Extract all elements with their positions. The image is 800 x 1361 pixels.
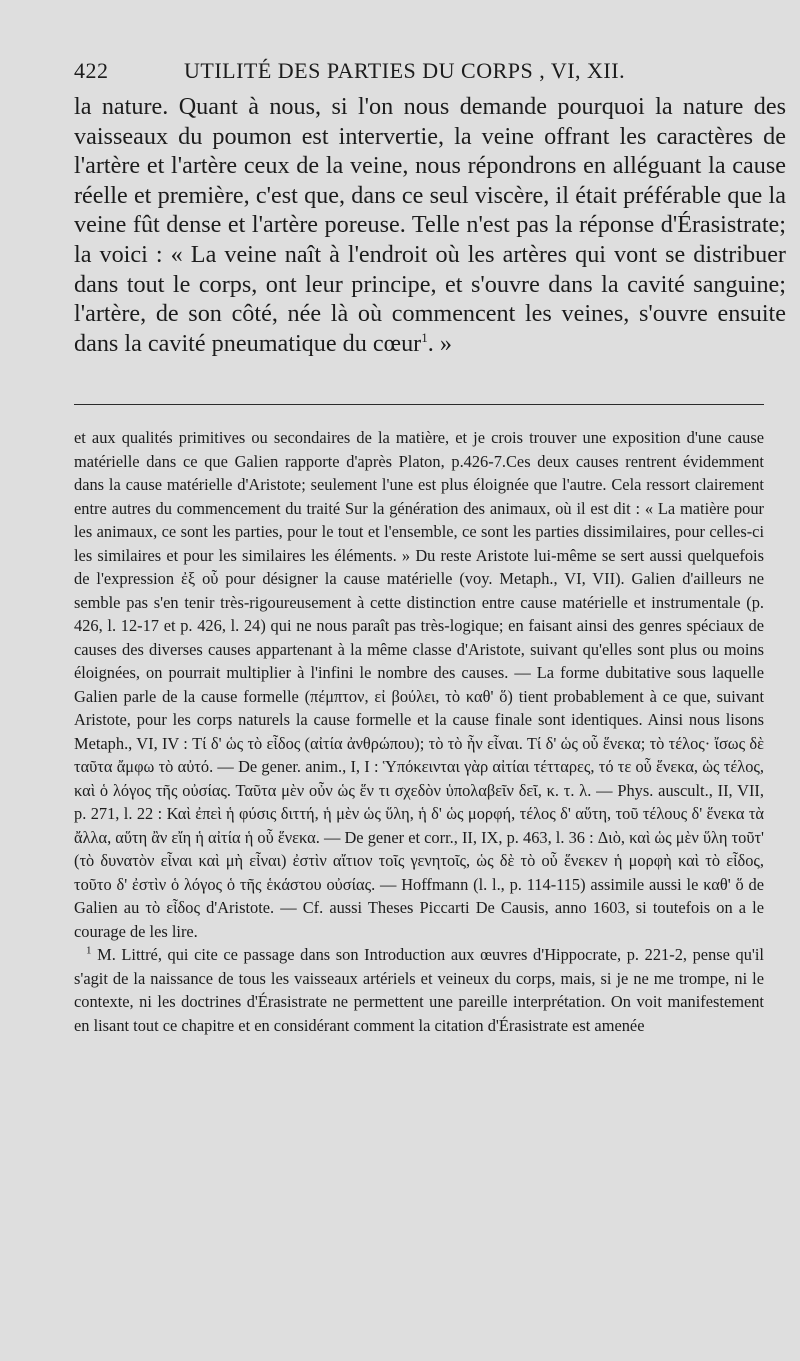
main-text-end: . » [427, 329, 452, 357]
footnote-1-text: M. Littré, qui cite ce passage dans son Introduction aux œuvres d'Hippocrate, p. 221-2, pense qu'il s'agit de la naissance de tous les vaisseaux artériels et veineux du corps, mais, si je ne me trompe, ni le contexte, ni les doctrines d'Érasistrate ne permettent une pareille interprétation. On voit manifestement en lisant tout ce chapitre et en considérant comment la citation d'Érasistrate est amenée [74, 945, 764, 1035]
footnote-1 [74, 943, 764, 1037]
footnote-continuation: et aux qualités primitives ou secondaires de la matière, et je crois trouver une exposition d'une cause matérielle dans ce que Galien rapporte d'après Platon, p.426-7.Ces deux causes rentrent évidemment dans la cause matérielle d'Aristote; seulement l'une est plus éloignée que l'autre. Cela ressort clairement entre autres du commencement du traité Sur la génération des animaux, où il est dit : « La matière pour les animaux, ce sont les parties, pour le tout et l'ensemble, ce sont les parties dissimilaires, pour celles-ci les similaires et pour les similaires les éléments. » Du reste Aristote lui-même se sert aussi quelquefois de l'expression ἐξ οὗ pour désigner la cause matérielle (voy. Metaph., VI, VII). Galien d'ailleurs ne semble pas s'en tenir très-rigoureusement à cette distinction entre cause matérielle et instrumentale (p. 426, l. 12-17 et p. 426, l. 24) qui ne nous paraît pas très-logique; en faisant ainsi des genres spéciaux de causes des diverses causes appartenant à la même classe d'Aristote, suivant qu'elles sont plus ou moins éloignées, on pourrait multiplier à l'infini le nombre des causes. — La forme dubitative sous laquelle Galien parle de la cause formelle (πέμπτον, εἰ βούλει, τὸ καθ' ὅ) tient probablement à ce que, suivant Aristote, pour les corps naturels la cause formelle et la cause finale sont identiques. Ainsi nous lisons Metaph., VI, IV : Τί δ' ὡς τὸ εἶδος (αἰτία ἀνθρώπου); τὸ τὸ ἦν εἶναι. Τί δ' ὡς οὗ ἕνεκα; τὸ τέλος· ἴσως δὲ ταῦτα ἄμφω τὸ αὐτό. — De gener. anim., I, I : Ὑπόκεινται γὰρ αἰτίαι τέτταρες, τό τε οὗ ἕνεκα, ὡς τέλος, καὶ ὁ λόγος τῆς οὐσίας. Ταῦτα μὲν οὖν ὡς ἕν τι σχεδὸν ὑπολαβεῖν δεῖ, κ. τ. λ. — Phys. auscult., II, VII, p. 271, l. 22 : Καὶ ἐπεὶ ἡ φύσις διττή, ἡ μὲν ὡς ὕλη, ἡ δ' ὡς μορφή, τέλος δ' αὕτη, τοῦ τέλους δ' ἕνεκα τὰ ἄλλα, αὕτη ἂν εἴη ἡ αἰτία ἡ οὗ ἕνεκα. — De gener et corr., II, IX, p. 463, l. 36 : Διὸ, καὶ ὡς μὲν ὕλη τοῦτ' (τὸ δυνατὸν εἶναι καὶ μὴ εἶναι) ἐστὶν αἴτιον τοῖς γενητοῖς, ὡς δὲ τὸ οὗ ἕνεκεν ἡ μορφὴ καὶ τὸ εἶδος, τοῦτο δ' ἐστὶν ὁ λόγος ὁ τῆς ἑκάστου οὐσίας. — Hoffmann (l. l., p. 114-115) assimile aussi le καθ' ὅ de Galien au τὸ εἶδος d'Aristote. — Cf. aussi Theses Piccarti De Causis, anno 1603, si toutefois on a le courage de les lire. [74, 428, 764, 941]
main-text: la nature. Quant à nous, si l'on nous demande pourquoi la nature des vaisseaux du poumon est intervertie, la veine offrant les caractères de l'artère et l'artère ceux de la veine, nous répondrons en alléguant la cause réelle et première, c'est que, dans ce seul viscère, il était préférable que la veine fût dense et l'artère poreuse. Telle n'est pas la réponse d'Érasistrate; la voici : « La veine naît à l'endroit où les artères qui vont se distribuer dans tout le corps, ont leur principe, et s'ouvre dans la cavité sanguine; l'artère, de son côté, née là où commencent les veines, s'ouvre ensuite dans la cavité pneumatique du cœur [74, 93, 786, 357]
footnotes [74, 426, 764, 1037]
main-paragraph [74, 92, 786, 358]
running-title: UTILITÉ DES PARTIES DU CORPS , VI, XII. [184, 58, 626, 83]
footnote-marker: 1 [421, 329, 428, 345]
page-number: 422 [74, 58, 109, 83]
footnote-divider [74, 404, 764, 405]
page-header [74, 58, 764, 84]
footnote-1-marker: 1 [86, 944, 92, 957]
